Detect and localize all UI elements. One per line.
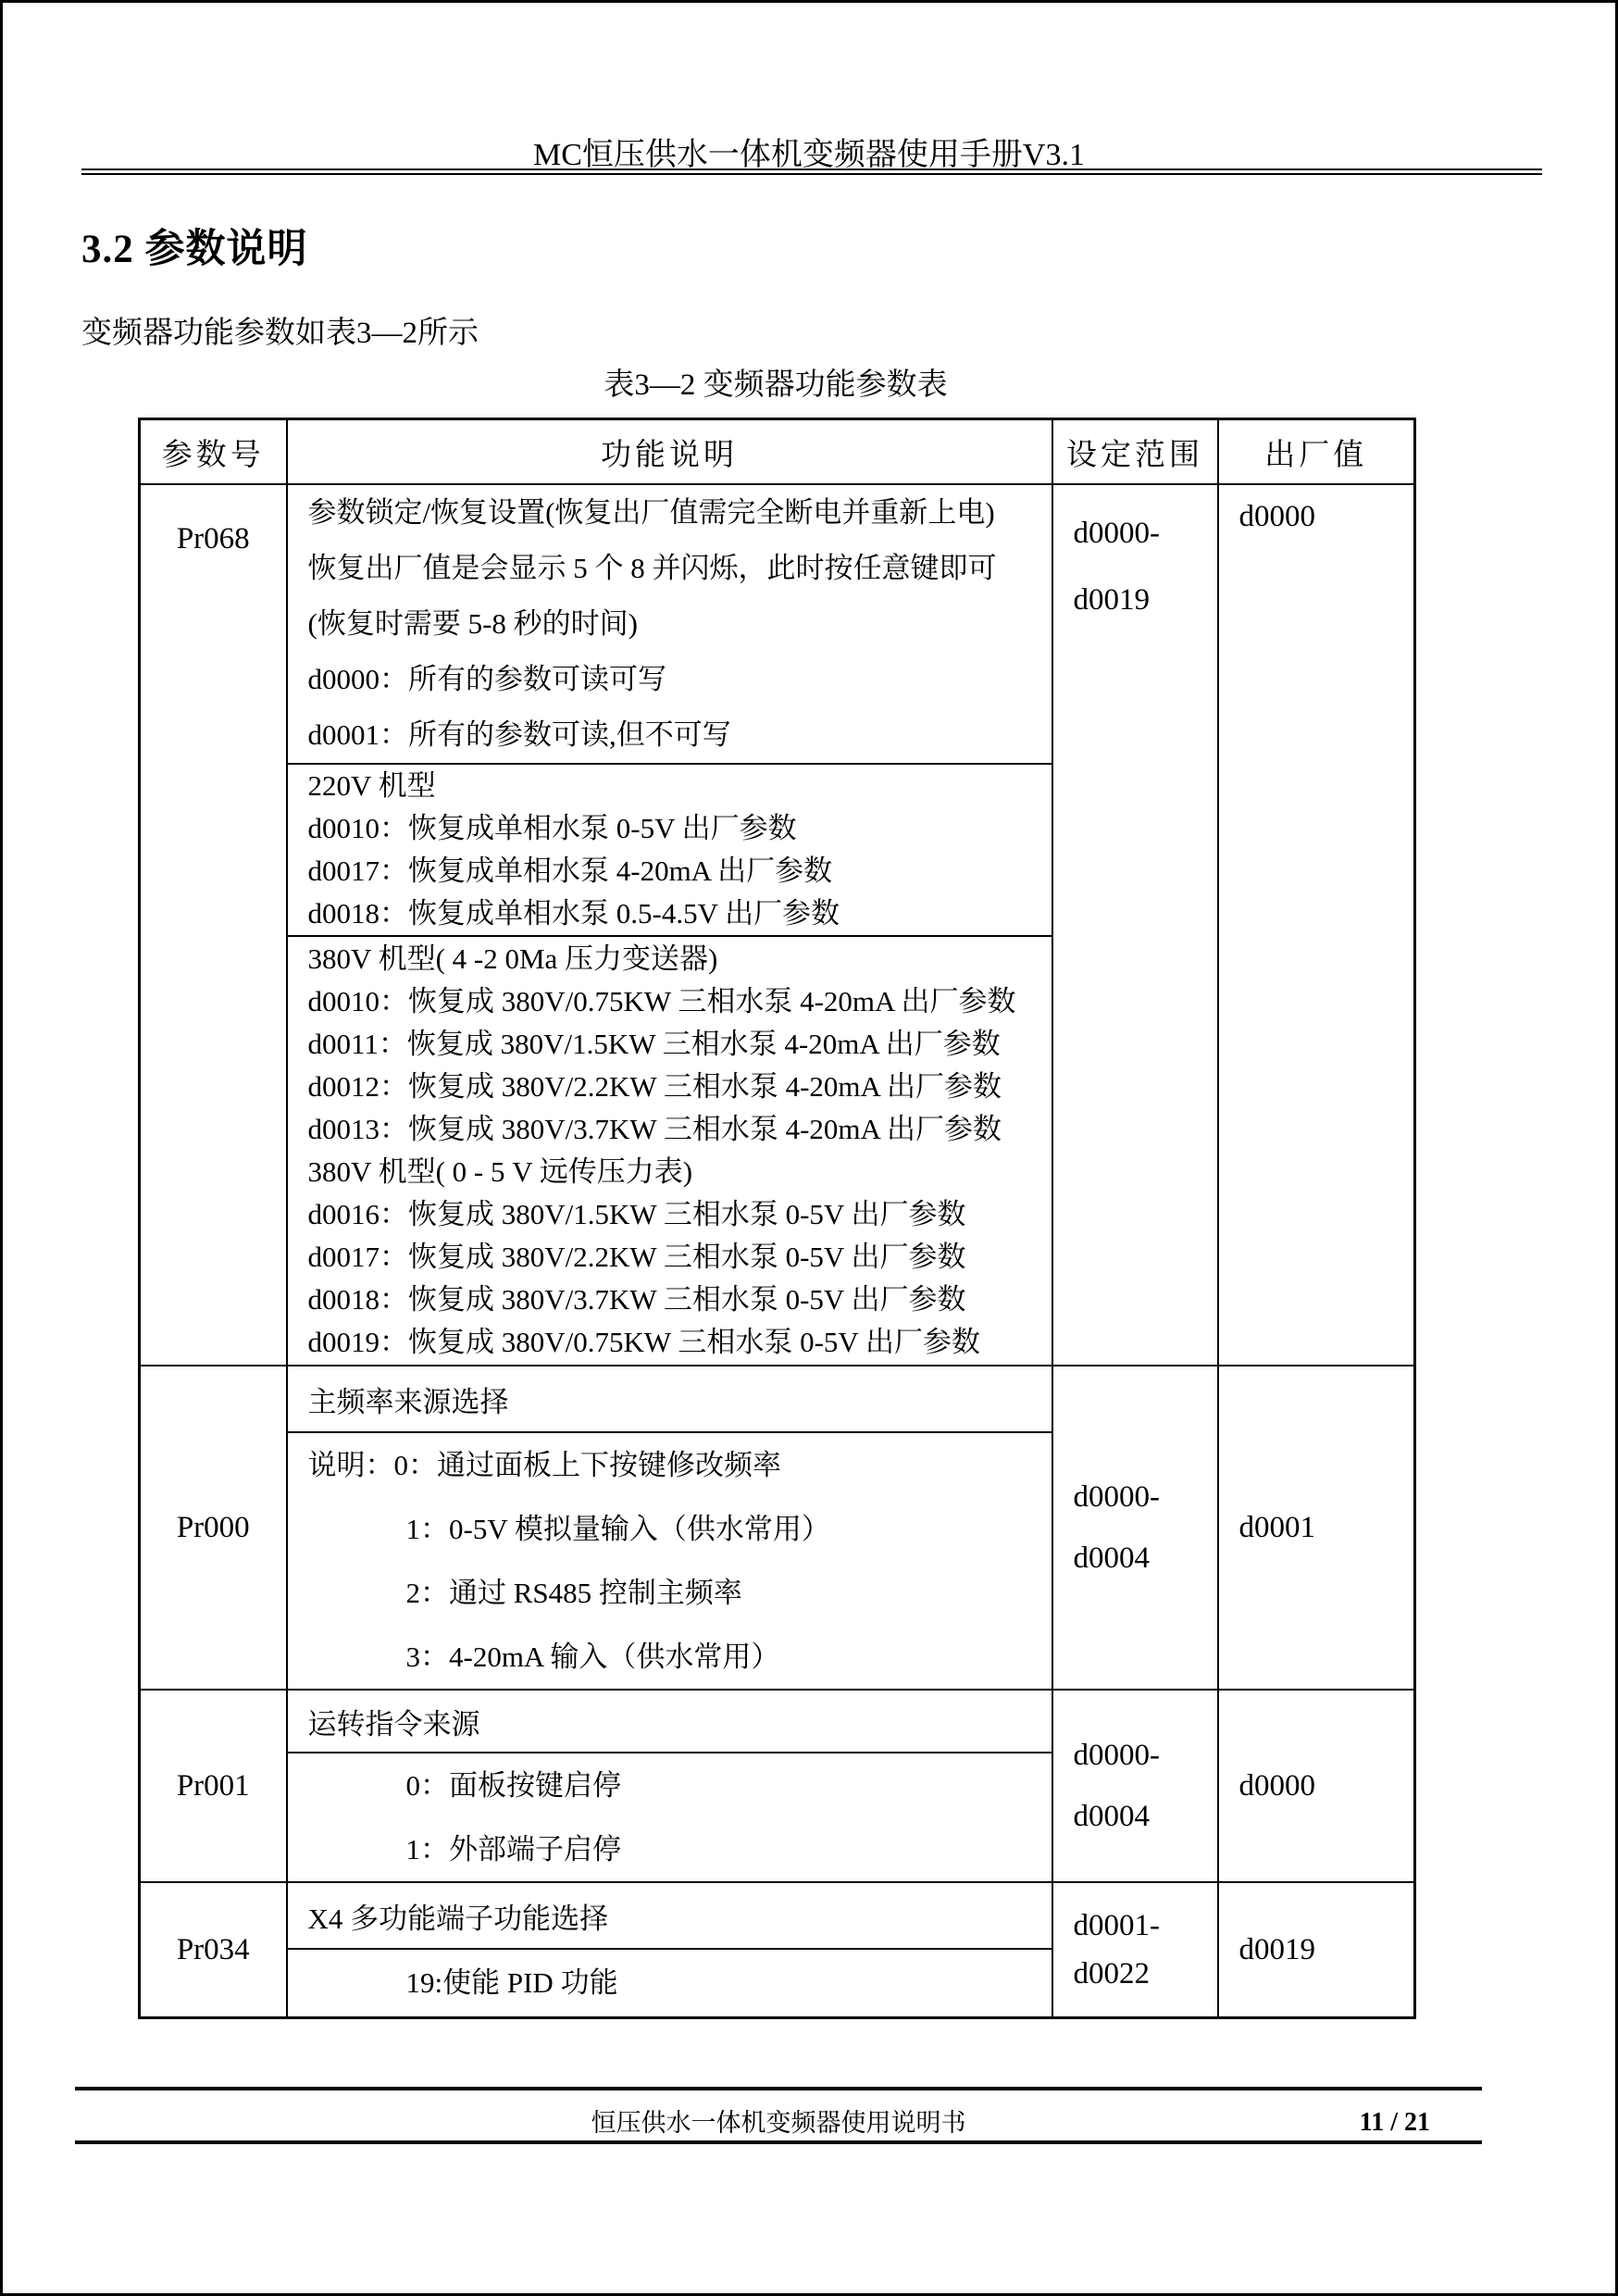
section-heading: 3.2 参数说明 [81, 228, 308, 271]
table-row [140, 1366, 1415, 1432]
intro-text: 变频器功能参数如表3—2所示 [81, 317, 479, 350]
description-block [287, 1753, 1052, 1882]
description-block [287, 936, 1052, 1366]
description-block [287, 1949, 1052, 2018]
desc-line: d0001：所有的参数可读,但不可写 [307, 718, 731, 751]
desc-line: 380V 机型( 0 - 5 V 远传压力表) [307, 1155, 693, 1188]
desc-line: 3：4-20mA 输入（供水常用） [405, 1641, 780, 1673]
column-header-description: 功能说明 [287, 419, 1052, 485]
param-id: Pr001 [140, 1690, 287, 1882]
desc-line: (恢复时需要 5-8 秒的时间) [307, 607, 638, 640]
description-title: 主频率来源选择 [287, 1366, 1052, 1432]
desc-line: 220V 机型 [307, 769, 436, 802]
table-row [140, 1882, 1415, 1949]
desc-line: 0：面板按键启停 [405, 1769, 621, 1802]
desc-line: 1：0-5V 模拟量输入（供水常用） [405, 1513, 830, 1545]
desc-line: 2：通过 RS485 控制主频率 [405, 1577, 742, 1609]
factory-value [1218, 1366, 1415, 1690]
page-footer [75, 2106, 1482, 2140]
page-number: 11 / 21 [1359, 2108, 1430, 2137]
desc-line: d0018：恢复成单相水泵 0.5-4.5V 出厂参数 [307, 897, 840, 930]
table-header-row [140, 419, 1415, 485]
param-id: Pr000 [140, 1366, 287, 1690]
range-line: d0004 [1073, 1541, 1150, 1575]
range-line: d0001- [1073, 1909, 1160, 1942]
factory-line: d0000 [1238, 500, 1315, 533]
setting-range [1052, 1882, 1218, 2018]
footer-top-rule [75, 2087, 1482, 2090]
param-id: Pr068 [140, 484, 287, 1366]
range-line: d0004 [1073, 1800, 1150, 1833]
factory-line: d0000 [1238, 1768, 1315, 1803]
description-block [287, 484, 1052, 764]
desc-line: d0011：恢复成 380V/1.5KW 三相水泵 4-20mA 出厂参数 [307, 1028, 1001, 1060]
desc-line: 说明：0：通过面板上下按键修改频率 [307, 1449, 781, 1481]
desc-line: d0016：恢复成 380V/1.5KW 三相水泵 0-5V 出厂参数 [307, 1198, 966, 1230]
description-title: 运转指令来源 [287, 1690, 1052, 1753]
description-block [287, 1432, 1052, 1690]
desc-line: d0018：恢复成 380V/3.7KW 三相水泵 0-5V 出厂参数 [307, 1283, 966, 1316]
factory-value [1218, 1690, 1415, 1882]
desc-line: 恢复出厂值是会显示 5 个 8 并闪烁，此时按任意键即可 [307, 552, 997, 584]
factory-value [1218, 484, 1415, 1366]
desc-line: d0013：恢复成 380V/3.7KW 三相水泵 4-20mA 出厂参数 [307, 1113, 1002, 1145]
footer-text: 恒压供水一体机变频器使用说明书 [591, 2109, 966, 2137]
desc-line: d0012：恢复成 380V/2.2KW 三相水泵 4-20mA 出厂参数 [307, 1070, 1002, 1103]
range-line: d0000- [1073, 1739, 1160, 1772]
range-line: d0019 [1073, 583, 1150, 617]
document-header-title: MC恒压供水一体机变频器使用手册V3.1 [533, 138, 1085, 172]
factory-line: d0001 [1238, 1510, 1315, 1544]
table-caption: 表3—2 变频器功能参数表 [604, 368, 948, 402]
column-header-factory: 出厂值 [1218, 419, 1415, 485]
param-id: Pr034 [140, 1882, 287, 2018]
factory-value [1218, 1882, 1415, 2018]
desc-line: d0017：恢复成单相水泵 4-20mA 出厂参数 [307, 855, 833, 887]
factory-line: d0019 [1238, 1932, 1315, 1966]
table-row [140, 1690, 1415, 1753]
column-header-param: 参数号 [140, 419, 287, 485]
range-line: d0000- [1073, 1480, 1160, 1514]
description-block [287, 764, 1052, 936]
desc-line: d0017：恢复成 380V/2.2KW 三相水泵 0-5V 出厂参数 [307, 1241, 966, 1273]
parameter-table [138, 418, 1416, 2019]
desc-line: d0010：恢复成单相水泵 0-5V 出厂参数 [307, 812, 797, 844]
footer-bottom-rule [75, 2140, 1482, 2144]
desc-line: 1：外部端子启停 [405, 1833, 621, 1866]
desc-line: d0019：恢复成 380V/0.75KW 三相水泵 0-5V 出厂参数 [307, 1326, 980, 1358]
column-header-range: 设定范围 [1052, 419, 1218, 485]
header-double-rule [81, 168, 1542, 175]
desc-line: d0000：所有的参数可读可写 [307, 663, 666, 695]
range-line: d0000- [1073, 517, 1160, 550]
desc-line: 19:使能 PID 功能 [405, 1966, 618, 1999]
table-row [140, 484, 1415, 764]
range-line: d0022 [1073, 1957, 1150, 1990]
setting-range [1052, 1366, 1218, 1690]
desc-line: 380V 机型( 4 -2 0Ma 压力变送器) [307, 942, 718, 975]
description-title: X4 多功能端子功能选择 [287, 1882, 1052, 1949]
desc-line: d0010：恢复成 380V/0.75KW 三相水泵 4-20mA 出厂参数 [307, 985, 1016, 1017]
desc-line: 参数锁定/恢复设置(恢复出厂值需完全断电并重新上电) [307, 496, 995, 529]
setting-range [1052, 484, 1218, 1366]
setting-range [1052, 1690, 1218, 1882]
